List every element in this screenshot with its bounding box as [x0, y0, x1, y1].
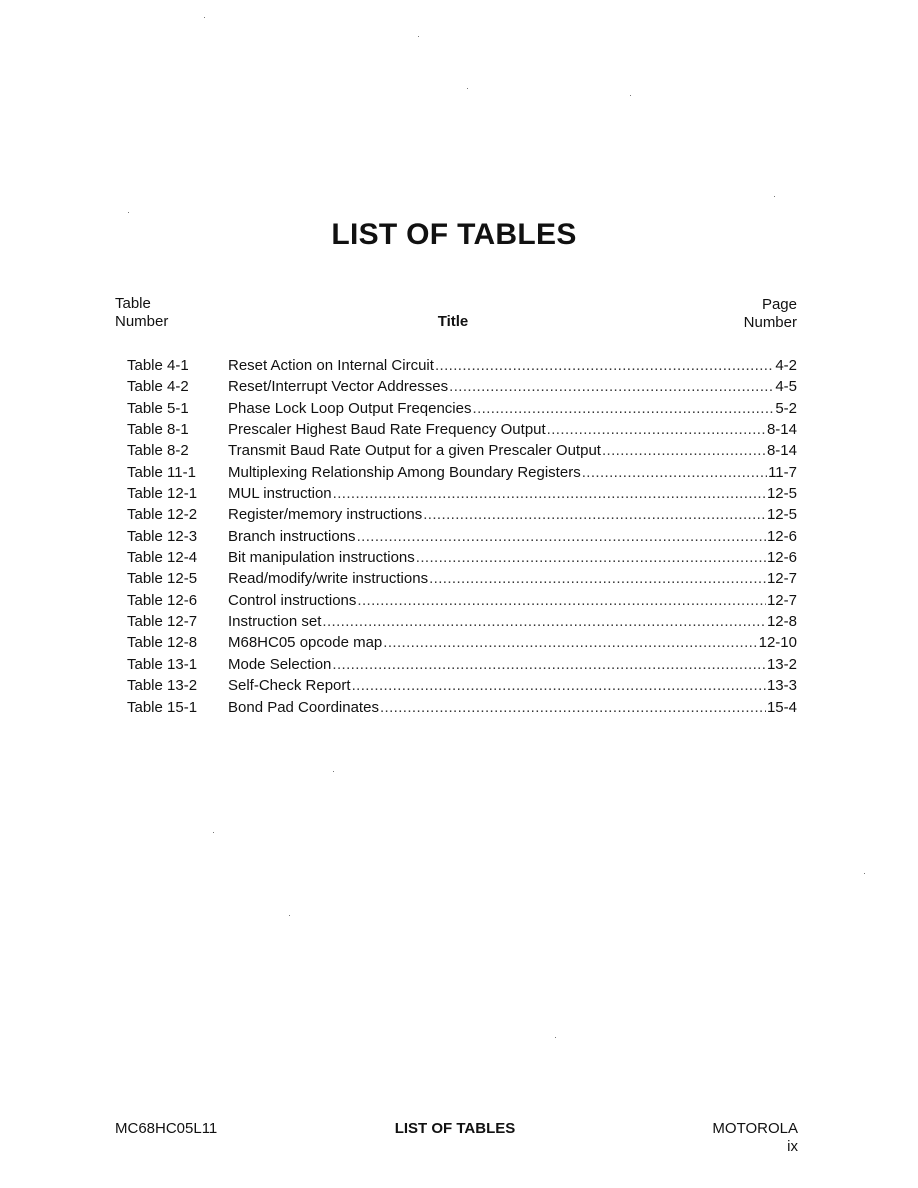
- entry-title: Instruction set: [228, 613, 322, 631]
- entry-page-number: 4-5: [775, 378, 797, 396]
- entry-table-number: Table 15-1: [127, 698, 198, 716]
- entry-table-number: Table 12-4: [127, 549, 198, 567]
- dot-leader: [449, 376, 774, 397]
- dot-leader: [429, 568, 766, 589]
- table-list-entry[interactable]: [127, 590, 797, 611]
- table-list-entry[interactable]: [127, 376, 797, 397]
- entry-table-number: Table 4-2: [127, 378, 189, 396]
- table-list-entry[interactable]: [127, 547, 797, 568]
- dot-leader: [357, 526, 766, 547]
- table-list-entry[interactable]: [127, 355, 797, 376]
- dot-leader: [602, 440, 766, 461]
- entry-title: Prescaler Highest Baud Rate Frequency Output: [228, 421, 546, 439]
- entry-table-number: Table 13-1: [127, 655, 198, 673]
- entry-title: Multiplexing Relationship Among Boundary Registers: [228, 463, 581, 481]
- entry-table-number: Table 8-1: [127, 421, 189, 439]
- entry-page-number: 11-7: [768, 463, 797, 481]
- dot-leader: [423, 504, 766, 525]
- footer-publisher: [712, 1120, 798, 1156]
- entry-page-number: 12-5: [766, 506, 797, 524]
- entry-page-number: 13-2: [766, 655, 797, 673]
- entry-table-number: Table 12-5: [127, 570, 198, 588]
- entry-page-number: 12-6: [766, 549, 797, 567]
- table-number-header-line2: Number: [115, 313, 169, 330]
- entry-title: MUL instruction: [228, 485, 332, 503]
- scan-speck: [333, 771, 334, 772]
- entry-table-number: Table 5-1: [127, 399, 189, 417]
- table-list-entry[interactable]: [127, 462, 797, 483]
- entry-title: Phase Lock Loop Output Freqencies: [228, 399, 472, 417]
- footer-section-title: LIST OF TABLES: [394, 1120, 516, 1137]
- dot-leader: [383, 632, 757, 653]
- entry-page-number: 8-14: [766, 442, 797, 460]
- entry-page-number: 12-8: [766, 613, 797, 631]
- table-list-entry[interactable]: [127, 654, 797, 675]
- dot-leader: [416, 547, 766, 568]
- entry-table-number: Table 11-1: [127, 463, 196, 481]
- table-number-header-line1: Table: [115, 295, 151, 312]
- table-list: [127, 355, 797, 718]
- entry-title: Reset/Interrupt Vector Addresses: [228, 378, 449, 396]
- dot-leader: [582, 462, 767, 483]
- page-number-header: [744, 296, 797, 332]
- table-list-entry[interactable]: [127, 697, 797, 718]
- entry-title: Read/modify/write instructions: [228, 570, 429, 588]
- dot-leader: [352, 675, 766, 696]
- entry-table-number: Table 12-3: [127, 527, 198, 545]
- entry-table-number: Table 8-2: [127, 442, 189, 460]
- dot-leader: [333, 483, 766, 504]
- entry-title: Transmit Baud Rate Output for a given Prescaler Output: [228, 442, 601, 460]
- title-header: Title: [437, 313, 469, 330]
- footer-publisher-name: MOTOROLA: [712, 1120, 798, 1137]
- entry-page-number: 5-2: [775, 399, 797, 417]
- entry-title: Mode Selection: [228, 655, 332, 673]
- table-list-entry[interactable]: [127, 419, 797, 440]
- scan-speck: [467, 88, 468, 89]
- entry-table-number: Table 12-8: [127, 634, 198, 652]
- page-number-header-line1: Page: [761, 296, 797, 313]
- dot-leader: [547, 419, 766, 440]
- entry-title: Bit manipulation instructions: [228, 549, 415, 567]
- entry-page-number: 12-10: [758, 634, 797, 652]
- entry-page-number: 15-4: [766, 698, 797, 716]
- table-list-entry[interactable]: [127, 632, 797, 653]
- dot-leader: [473, 398, 775, 419]
- entry-title: Bond Pad Coordinates: [228, 698, 379, 716]
- entry-title: Self-Check Report: [228, 677, 351, 695]
- dot-leader: [357, 590, 766, 611]
- table-list-entry[interactable]: [127, 568, 797, 589]
- entry-page-number: 4-2: [775, 357, 797, 374]
- entry-page-number: 12-7: [766, 591, 797, 609]
- scan-speck: [289, 915, 290, 916]
- dot-leader: [332, 654, 766, 675]
- entry-title: Register/memory instructions: [228, 506, 423, 524]
- table-list-entry[interactable]: [127, 440, 797, 461]
- entry-title: Control instructions: [228, 591, 357, 609]
- entry-page-number: 13-3: [766, 677, 797, 695]
- dot-leader: [435, 355, 774, 376]
- page-title: LIST OF TABLES: [331, 218, 577, 251]
- entry-table-number: Table 12-7: [127, 613, 198, 631]
- scan-speck: [204, 17, 205, 18]
- entry-table-number: Table 12-6: [127, 591, 198, 609]
- footer-part-number: MC68HC05L11: [115, 1120, 218, 1137]
- entry-table-number: Table 13-2: [127, 677, 198, 695]
- entry-title: Branch instructions: [228, 527, 356, 545]
- entry-table-number: Table 4-1: [127, 357, 189, 374]
- table-list-entry[interactable]: [127, 504, 797, 525]
- scan-speck: [630, 95, 631, 96]
- scan-speck: [213, 832, 214, 833]
- table-list-entry[interactable]: [127, 675, 797, 696]
- page-number-header-line2: Number: [743, 314, 797, 331]
- entry-table-number: Table 12-1: [127, 485, 198, 503]
- scan-speck: [864, 873, 865, 874]
- table-list-entry[interactable]: [127, 483, 797, 504]
- entry-title: Reset Action on Internal Circuit: [228, 357, 434, 374]
- entry-title: M68HC05 opcode map: [228, 634, 383, 652]
- scan-speck: [555, 1037, 556, 1038]
- scan-speck: [774, 196, 775, 197]
- table-list-entry[interactable]: [127, 526, 797, 547]
- entry-page-number: 8-14: [766, 421, 797, 439]
- table-list-entry[interactable]: [127, 611, 797, 632]
- footer-page-number: ix: [787, 1138, 798, 1155]
- entry-page-number: 12-6: [766, 527, 797, 545]
- scan-speck: [128, 212, 129, 213]
- entry-page-number: 12-5: [766, 485, 797, 503]
- dot-leader: [380, 697, 766, 718]
- scan-speck: [418, 36, 419, 37]
- entry-table-number: Table 12-2: [127, 506, 198, 524]
- table-list-entry[interactable]: [127, 398, 797, 419]
- dot-leader: [322, 611, 766, 632]
- entry-page-number: 12-7: [766, 570, 797, 588]
